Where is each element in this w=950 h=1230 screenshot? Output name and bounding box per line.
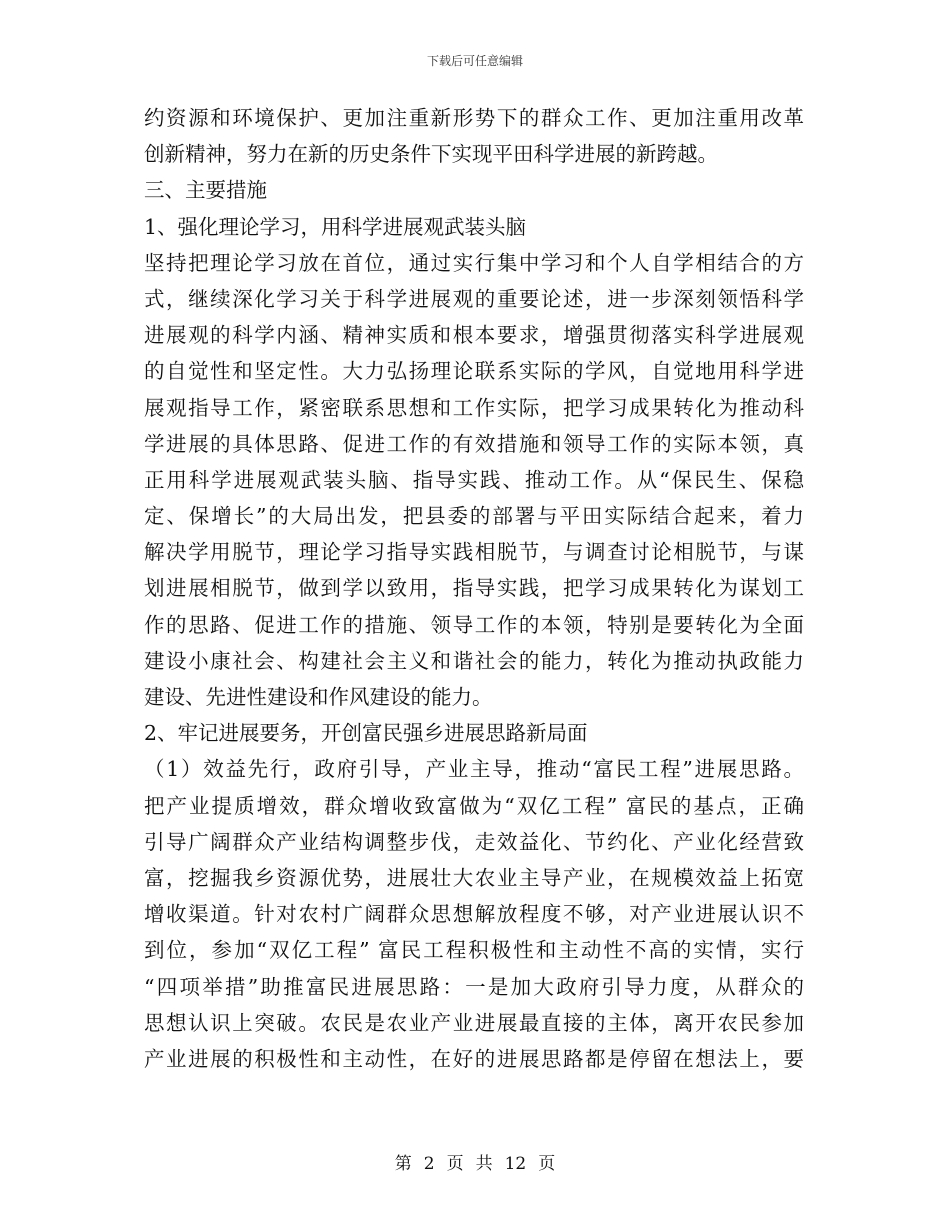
text-line: 思想认识上突破。农民是农业产业进展最直接的主体，离开农民参加 — [144, 1010, 804, 1035]
subsection-heading: 1、强化理论学习，用科学进展观武装头脑 — [144, 214, 527, 239]
text-line: 建设、先进性建设和作风建设的能力。 — [144, 685, 493, 709]
subsection-heading: 2、牢记进展要务，开创富民强乡进展思路新局面 — [144, 721, 588, 746]
text-line: 把产业提质增效，群众增收致富做为“双亿工程” 富民的基点，正确 — [144, 793, 804, 818]
total-pages-number: 12 — [504, 1154, 527, 1174]
section-heading: 三、主要措施 — [144, 178, 267, 203]
text-line: 作的思路、促进工作的措施、领导工作的本领，特别是要转化为全面 — [144, 612, 804, 637]
text-line: 引导广阔群众产业结构调整步伐，走效益化、节约化、产业化经营致 — [144, 829, 804, 854]
text-line: 正用科学进展观武装头脑、指导实践、推动工作。从“保民生、保稳 — [144, 467, 804, 492]
page-label: 第 — [394, 1154, 412, 1174]
text-line: 增收渠道。针对农村广阔群众思想解放程度不够，对产业进展认识不 — [144, 902, 804, 927]
text-line: 展观指导工作，紧密联系思想和工作实际，把学习成果转化为推动科 — [144, 395, 804, 420]
text-line: 富，挖掘我乡资源优势，进展壮大农业主导产业，在规模效益上拓宽 — [144, 865, 804, 890]
text-line: 式，继续深化学习关于科学进展观的重要论述，进一步深刻领悟科学 — [144, 286, 804, 311]
total-unit-label: 页 — [538, 1154, 556, 1174]
text-line: 学进展的具体思路、促进工作的有效措施和领导工作的实际本领，真 — [144, 431, 804, 456]
page-footer — [0, 1153, 950, 1175]
text-line: 的自觉性和坚定性。大力弘扬理论联系实际的学风，自觉地用科学进 — [144, 359, 804, 384]
page-unit-label: 页 — [446, 1154, 464, 1174]
page-header: 下载后可任意编辑 — [426, 54, 523, 68]
text-line: （1）效益先行，政府引导，产业主导，推动“富民工程”进展思路。 — [144, 757, 804, 782]
total-label: 共 — [475, 1154, 493, 1174]
text-line: 产业进展的积极性和主动性，在好的进展思路都是停留在想法上，要 — [144, 1046, 804, 1071]
text-line: 到位，参加“双亿工程” 富民工程积极性和主动性不高的实情，实行 — [144, 938, 804, 963]
text-line: “四项举措”助推富民进展思路：一是加大政府引导力度，从群众的 — [144, 974, 804, 999]
text-line: 坚持把理论学习放在首位，通过实行集中学习和个人自学相结合的方 — [144, 250, 804, 275]
text-line: 进展观的科学内涵、精神实质和根本要求，增强贯彻落实科学进展观 — [144, 323, 804, 348]
document-body — [144, 100, 804, 1077]
text-line: 划进展相脱节，做到学以致用，指导实践，把学习成果转化为谋划工 — [144, 576, 804, 601]
text-line: 创新精神，努力在新的历史条件下实现平田科学进展的新跨越。 — [144, 142, 718, 167]
current-page-number: 2 — [423, 1154, 435, 1174]
text-line: 约资源和环境保护、更加注重新形势下的群众工作、更加注重用改革 — [144, 106, 804, 130]
text-line: 解决学用脱节，理论学习指导实践相脱节，与调查讨论相脱节，与谋 — [144, 540, 804, 565]
text-line: 定、保增长”的大局出发，把县委的部署与平田实际结合起来，着力 — [144, 504, 804, 529]
text-line: 建设小康社会、构建社会主义和谐社会的能力，转化为推动执政能力 — [144, 648, 804, 673]
